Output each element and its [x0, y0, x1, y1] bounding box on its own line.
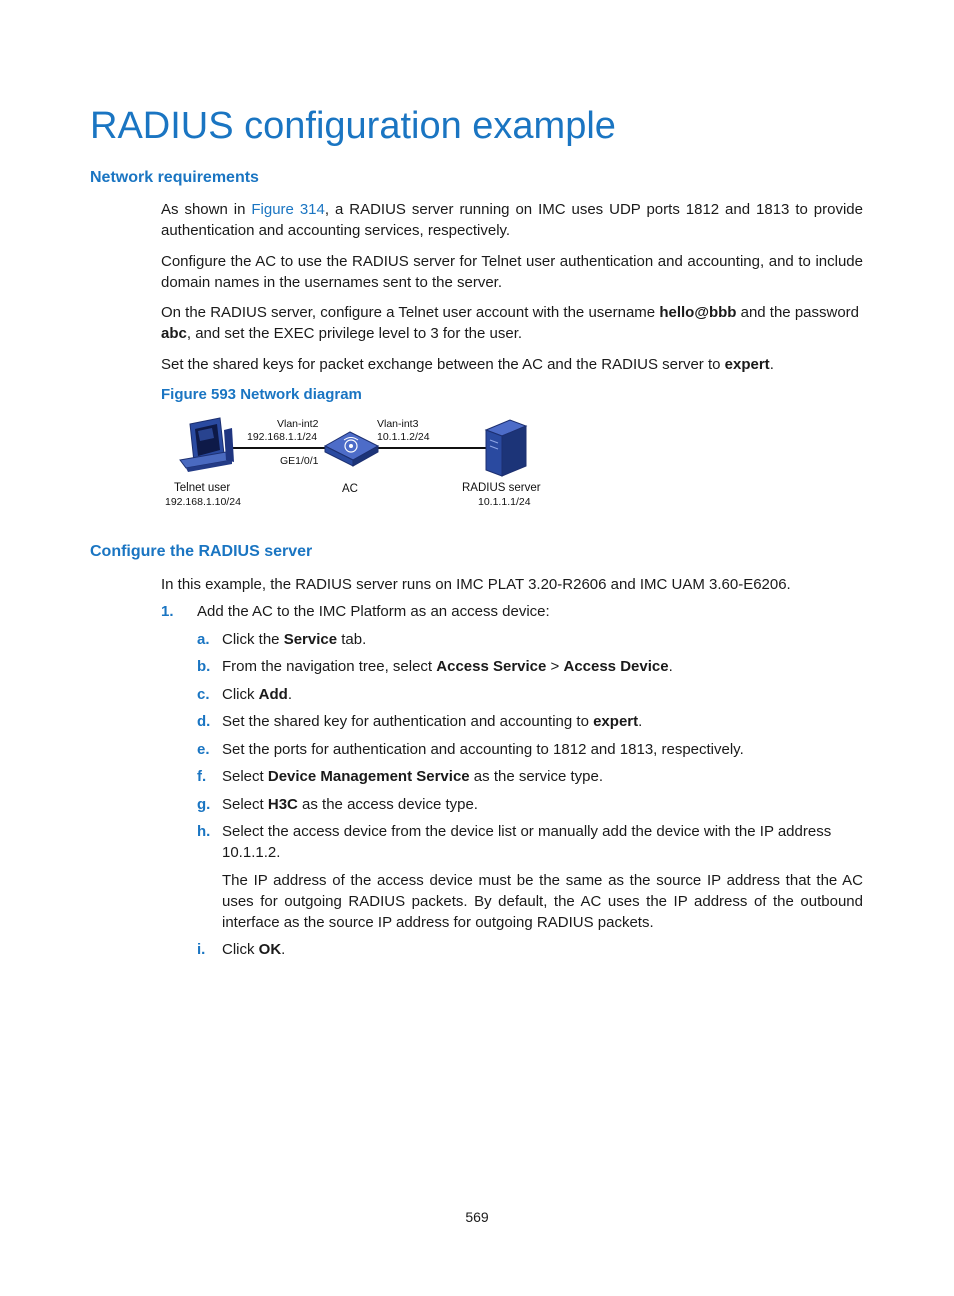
paragraph-configure-ac: Configure the AC to use the RADIUS server for Telnet user authentication and accounting, and to include domain names in the usernames sent to the server.	[161, 253, 863, 291]
substep-number: a.	[197, 631, 210, 648]
substep-text	[222, 766, 867, 787]
paragraph-shared-keys	[161, 354, 863, 375]
substep-number: c.	[197, 686, 210, 703]
substep-number: d.	[197, 713, 211, 730]
text: tab.	[337, 631, 367, 648]
substep-note: The IP address of the access device must be the same as the source IP address that the AC uses for outgoing RADIUS packets. By default, the AC uses the IP address of the outbound interface as the source IP address for outgoing RADIUS packets.	[222, 872, 863, 931]
page-title: RADIUS configuration example	[90, 105, 616, 147]
port-label: GE1/0/1	[280, 455, 319, 467]
substep-number: i.	[197, 941, 206, 958]
text: , a RADIUS server running on IMC uses UDP ports 1812 and 1813 to provide authentication and accounting services, respectively.	[161, 201, 863, 239]
substep-number: b.	[197, 658, 211, 675]
ac-label: AC	[342, 483, 358, 495]
text: From the navigation tree, select	[222, 658, 437, 675]
vlan-int3-label: Vlan-int3	[377, 418, 419, 430]
substep-text: Select the access device from the device list or manually add the device with the IP address 10.1.1.2.	[222, 823, 832, 861]
text: On the RADIUS server, configure a Telnet user account with the username	[161, 304, 660, 321]
step-text: Add the AC to the IMC Platform as an access device:	[197, 603, 550, 620]
section-heading-network-requirements: Network requirements	[90, 169, 259, 186]
text: .	[668, 658, 673, 675]
substep-text	[222, 656, 867, 677]
vlan-int3-ip: 10.1.1.2/24	[377, 431, 430, 443]
substep-text	[222, 684, 867, 705]
radius-server-ip: 10.1.1.1/24	[478, 496, 531, 508]
ui-term: OK	[258, 941, 282, 958]
substep-text	[222, 629, 867, 650]
ui-term: Access Device	[563, 658, 669, 675]
substep-text	[222, 711, 867, 732]
text: As shown in	[161, 201, 252, 218]
text: .	[638, 713, 643, 730]
step-number: 1.	[161, 603, 174, 620]
paragraph-user-account	[161, 302, 867, 344]
figure-caption: Figure 593 Network diagram	[161, 386, 362, 403]
network-diagram	[150, 410, 580, 520]
vlan-int2-label: Vlan-int2	[277, 418, 319, 430]
text: >	[546, 658, 564, 675]
access-controller-icon	[325, 432, 378, 466]
figure-link[interactable]: Figure 314	[251, 201, 325, 218]
password-value: abc	[161, 325, 187, 342]
telnet-user-ip: 192.168.1.10/24	[165, 496, 241, 508]
text: as the access device type.	[297, 796, 478, 813]
substep-text	[222, 794, 867, 815]
shared-key-value: expert	[724, 356, 770, 373]
ui-term: Access Service	[436, 658, 547, 675]
username-value: hello@bbb	[659, 304, 737, 321]
substep-number: e.	[197, 741, 210, 758]
text: Click	[222, 941, 259, 958]
telnet-user-label: Telnet user	[174, 482, 231, 494]
text: Select	[222, 768, 268, 785]
ui-term: Service	[283, 631, 338, 648]
vlan-int2-ip: 192.168.1.1/24	[247, 431, 318, 443]
substep-number: g.	[197, 796, 211, 813]
text: , and set the EXEC privilege level to 3 for the user.	[186, 325, 523, 342]
paragraph-server-intro: In this example, the RADIUS server runs on IMC PLAT 3.20-R2606 and IMC UAM 3.60-E6206.	[161, 576, 791, 593]
text: .	[281, 941, 286, 958]
page-number: 569	[465, 1209, 489, 1225]
text: Click	[222, 686, 259, 703]
ui-term: expert	[593, 713, 639, 730]
text: .	[769, 356, 774, 373]
substep-number: h.	[197, 823, 211, 840]
pc-icon	[180, 418, 234, 472]
paragraph-intro	[161, 199, 863, 241]
text: and the password	[736, 304, 860, 321]
substep-text	[222, 939, 867, 960]
ui-term: H3C	[267, 796, 298, 813]
substep-number: f.	[197, 768, 207, 785]
radius-server-label: RADIUS server	[462, 482, 541, 494]
text: Click the	[222, 631, 284, 648]
substep-text: Set the ports for authentication and accounting to 1812 and 1813, respectively.	[222, 741, 744, 758]
ui-term: Add	[258, 686, 288, 703]
ui-term: Device Management Service	[267, 768, 470, 785]
text: as the service type.	[469, 768, 604, 785]
text: Set the shared keys for packet exchange between the AC and the RADIUS server to	[161, 356, 725, 373]
section-heading-configure-radius-server: Configure the RADIUS server	[90, 543, 313, 560]
server-icon	[486, 420, 526, 476]
text: .	[287, 686, 293, 703]
text: Set the shared key for authentication and accounting to	[222, 713, 594, 730]
text: Select	[222, 796, 268, 813]
